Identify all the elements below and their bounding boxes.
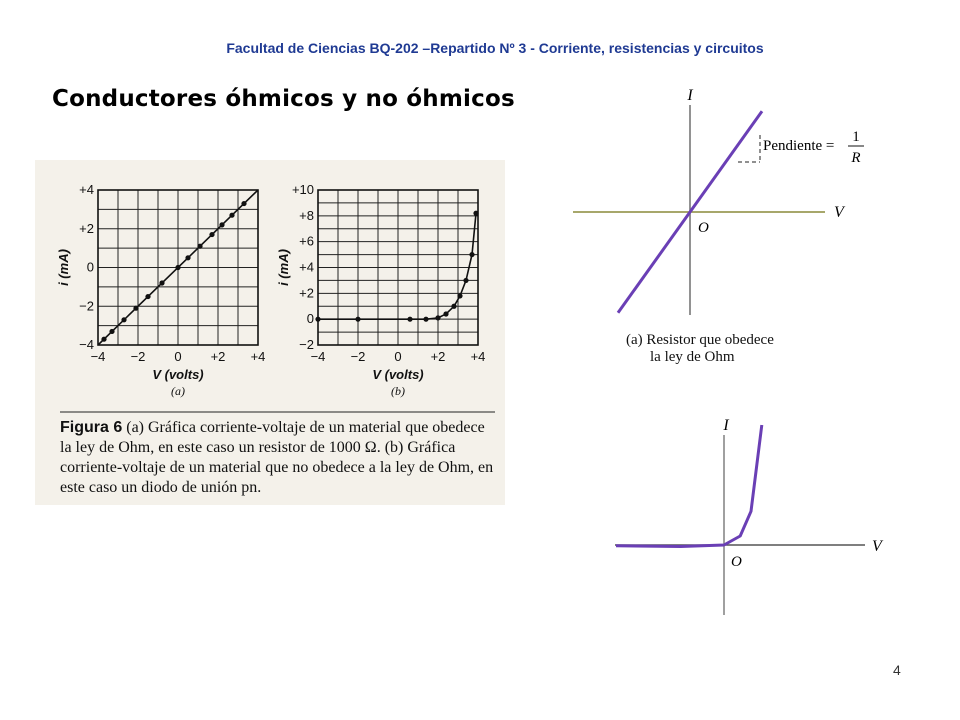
chart-b-data-point [423, 317, 428, 322]
chart-a-panel-label: (a) [171, 384, 185, 398]
figure-caption-text: (a) Gráfica corriente-voltaje de un material que obedece la ley de Ohm, en este caso un resistor de 1000 Ω. (b) Gráfica corriente-voltaje de un material que no obedece a la ley de Ohm, en este caso un diodo de unión pn. [60, 419, 494, 496]
chart-a-x-tick-label: +4 [250, 349, 266, 364]
diode-i-axis-label: I [723, 417, 729, 434]
chart-b-data-point [315, 317, 320, 322]
chart-a-data-point [185, 255, 190, 260]
chart-a-y-tick-label: −4 [79, 337, 94, 352]
chart-b-data-point [435, 315, 440, 320]
chart-a-data-point [197, 244, 202, 249]
chart-a-data-point [159, 280, 164, 285]
chart-b-data-point [469, 252, 474, 257]
figure-caption [60, 418, 500, 498]
chart-b-data-point [355, 317, 360, 322]
chart-b-data-point [443, 311, 448, 316]
chart-b-y-tick-label: +2 [299, 285, 314, 301]
chart-b-data-point [473, 211, 478, 216]
chart-a-data-point [175, 265, 180, 270]
chart-a-data-point [121, 317, 126, 322]
chart-b-data-point [451, 304, 456, 309]
chart-a-x-tick-label: −4 [90, 349, 106, 364]
chart-b-y-tick-label: 0 [306, 311, 314, 327]
chart-b-y-tick-label: +4 [299, 259, 314, 275]
resistor-origin-label: O [698, 220, 709, 236]
chart-a-data-point [145, 294, 150, 299]
resistor-caption-line1: (a) Resistor que obedece [626, 332, 774, 348]
chart-b-data-point [457, 293, 462, 298]
chart-a-x-axis-label: V (volts) [152, 367, 204, 382]
chart-b-y-axis-label: i (mA) [276, 249, 291, 286]
chart-b-y-tick-label: −2 [299, 337, 314, 352]
chart-a-data-point [229, 213, 234, 218]
chart-a-data-point [209, 232, 214, 237]
chart-b-x-tick-label: −2 [350, 349, 366, 364]
chart-a-y-tick-label: 0 [86, 259, 94, 275]
chart-b-y-tick-label: +8 [299, 207, 314, 223]
chart-a-data-point [101, 337, 106, 342]
chart-a-x-tick-label: 0 [174, 349, 182, 364]
chart-a-y-tick-label: +2 [79, 220, 94, 236]
chart-a-data-point [219, 222, 224, 227]
chart-b-y-tick-label: +10 [291, 182, 314, 197]
chart-a-y-axis-label: i (mA) [56, 249, 71, 286]
chart-b-data-point [463, 278, 468, 283]
chart-b-data-point [407, 317, 412, 322]
resistor-caption-line2: la ley de Ohm [650, 349, 735, 365]
chart-b-x-tick-label: −4 [310, 349, 326, 364]
resistor-i-axis-label: I [687, 87, 693, 104]
chart-a-y-tick-label: +4 [79, 182, 94, 197]
chart-a-y-tick-label: −2 [79, 298, 94, 314]
header-title: Facultad de Ciencias BQ-202 –Repartido Nº 3 - Corriente, resistencias y circuitos [226, 40, 764, 56]
slope-denominator: R [851, 150, 861, 166]
chart-a-x-tick-label: −2 [130, 349, 146, 364]
diagram-diode [615, 417, 884, 615]
chart-a-x-tick-label: +2 [210, 349, 226, 364]
resistor-v-axis-label: V [834, 204, 844, 221]
diode-origin-label: O [731, 554, 742, 570]
diode-curve [616, 425, 762, 547]
chart-a-ohmic [56, 182, 495, 412]
chart-b-y-tick-label: +6 [299, 233, 314, 249]
chart-b-x-tick-label: +2 [430, 349, 446, 364]
diode-v-axis-label: V [872, 538, 882, 555]
chart-a-data-point [241, 201, 246, 206]
chart-b-x-tick-label: +4 [470, 349, 486, 364]
page-number: 4 [893, 662, 901, 678]
chart-b-x-axis-label: V (volts) [372, 367, 424, 382]
diagram-resistor [573, 87, 864, 315]
figure-caption-label: Figura 6 [60, 419, 123, 436]
chart-a-data-point [109, 329, 114, 334]
chart-a-data-point [133, 306, 138, 311]
page-title: Conductores óhmicos y no óhmicos [52, 86, 515, 112]
chart-b-panel-label: (b) [391, 384, 405, 398]
chart-b-diode [276, 182, 485, 398]
chart-b-x-tick-label: 0 [394, 349, 402, 364]
slope-label: Pendiente = [763, 138, 835, 154]
slope-numerator: 1 [852, 129, 860, 145]
